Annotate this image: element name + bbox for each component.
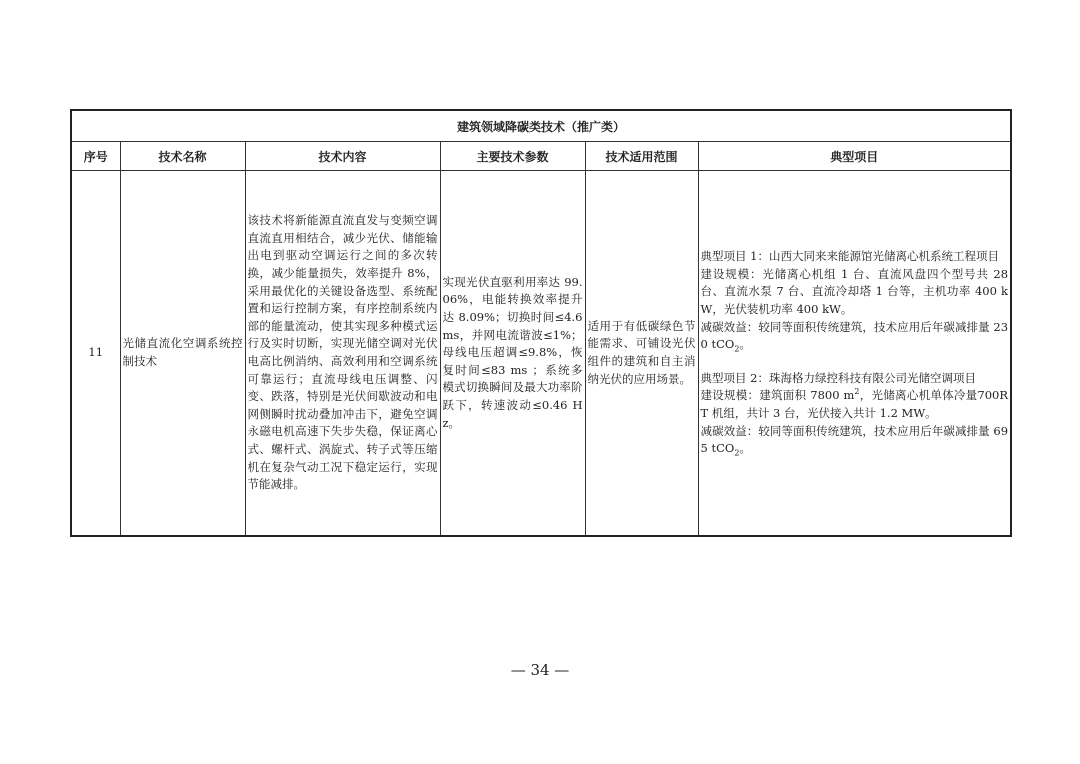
table-title: 建筑领域降碳类技术（推广类） [71, 110, 1011, 142]
header-index: 序号 [71, 142, 120, 171]
page-number: — 34 — [510, 661, 570, 679]
table-header-row [71, 142, 1011, 171]
project-2-scale: 建设规模：建筑面积 7800 $m^2$，光储离心机单体冷量700RT 机组，共计 3 台，光伏接入共计 1.2 MW。 [700, 387, 1009, 420]
table-title-row [71, 110, 1011, 142]
table-row [71, 171, 1011, 537]
header-typical-projects: 典型项目 [698, 142, 1011, 171]
row-tech-content: 该技术将新能源直流直发与变频空调直流直用相结合，减少光伏、储能输出电到驱动空调运行之间的多次转换，减少能量损失，效率提升 8%，采用最优化的关键设备选型、系统配置和运行控制方案，有序控制系统内部的能量流动，使其实现多种模式运行及实时切断，实现光储空调对光伏电高比例消纳、高效利用和空调系统可靠运行；直流母线电压调整、闪变、跌落，特别是光伏间歇波动和电网侧瞬时扰动叠加冲击下，避免空调永磁电机高速下失步失稳，保证离心式、螺杆式、涡旋式、转子式等压缩机在复杂气动工况下稳定运行，实现节能减排。 [245, 171, 440, 537]
project-2-title: 典型项目 2：珠海格力绿控科技有限公司光储空调项目 [700, 370, 976, 385]
row-tech-params: 实现光伏直驱利用率达 99.06%，电能转换效率提升达 8.09%；切换时间≤4.6 ms，并网电流谐波≤1%；母线电压超调≤9.8%，恢复时间≤83 ms ；系统多模式切换瞬间及最大功率阶跃下，转速波动≤0.46 Hz。 [440, 171, 585, 537]
row-scope: 适用于有低碳绿色节能需求、可铺设光伏组件的建筑和自主消纳光伏的应用场景。 [585, 171, 698, 537]
project-1-scale: 建设规模：光储离心机组 1 台、直流风盘四个型号共 28 台、直流水泵 7 台、直流冷却塔 1 台等，主机功率 400 kW，光伏装机功率 400 kW。 [700, 266, 1009, 317]
header-tech-content: 技术内容 [245, 142, 440, 171]
header-scope: 技术适用范围 [585, 142, 698, 171]
row-typical-projects [698, 171, 1011, 537]
project-2 [701, 370, 1009, 458]
project-1-title: 典型项目 1：山西大同来来能源馆光储离心机系统工程项目 [700, 249, 999, 264]
project-1-effect: 减碳效益：较同等面积传统建筑，技术应用后年碳减排量 230 tCO$_2$。 [700, 319, 1009, 354]
project-2-effect: 减碳效益：较同等面积传统建筑，技术应用后年碳减排量 695 tCO$_2$。 [700, 423, 1009, 458]
header-tech-name: 技术名称 [120, 142, 245, 171]
technology-table [70, 109, 1012, 537]
header-tech-params: 主要技术参数 [440, 142, 585, 171]
row-index: 11 [71, 171, 120, 537]
project-1 [701, 248, 1009, 354]
row-tech-name: 光储直流化空调系统控制技术 [120, 171, 245, 537]
